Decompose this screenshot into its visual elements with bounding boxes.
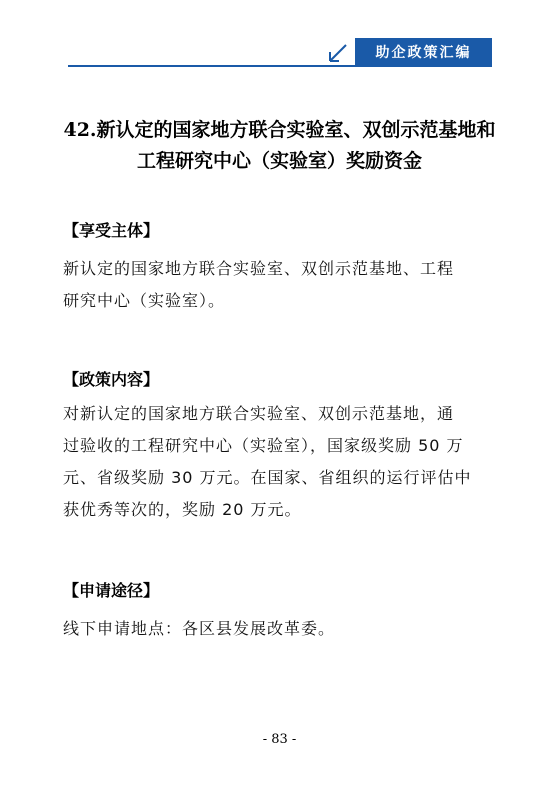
- body-line: 新认定的国家地方联合实验室、双创示范基地、工程: [63, 259, 455, 278]
- section-heading-policy: 【政策内容】: [63, 370, 160, 389]
- document-title-line-1: 42.新认定的国家地方联合实验室、双创示范基地和: [63, 119, 496, 141]
- document-title-line-2: 工程研究中心（实验室）奖励资金: [136, 150, 422, 172]
- diagonal-arrow-icon: [326, 43, 348, 65]
- body-line: 研究中心（实验室）。: [63, 291, 226, 310]
- body-line: 元、省级奖励 30 万元。在国家、省组织的运行评估中: [63, 468, 472, 487]
- body-line: 线下申请地点：各区县发展改革委。: [63, 619, 336, 638]
- body-line: 对新认定的国家地方联合实验室、双创示范基地，通: [63, 404, 455, 423]
- header-badge: 助企政策汇编: [355, 38, 492, 66]
- section-body-application: [63, 613, 503, 645]
- section-heading-application: 【申请途径】: [63, 581, 160, 600]
- section-body-policy: [63, 398, 503, 526]
- page-number: - 83 -: [262, 732, 297, 747]
- section-body-eligibility: [63, 253, 503, 317]
- section-heading-eligibility: 【享受主体】: [63, 221, 160, 240]
- body-line: 过验收的工程研究中心（实验室），国家级奖励 50 万: [63, 436, 464, 455]
- body-line: 获优秀等次的，奖励 20 万元。: [63, 500, 302, 519]
